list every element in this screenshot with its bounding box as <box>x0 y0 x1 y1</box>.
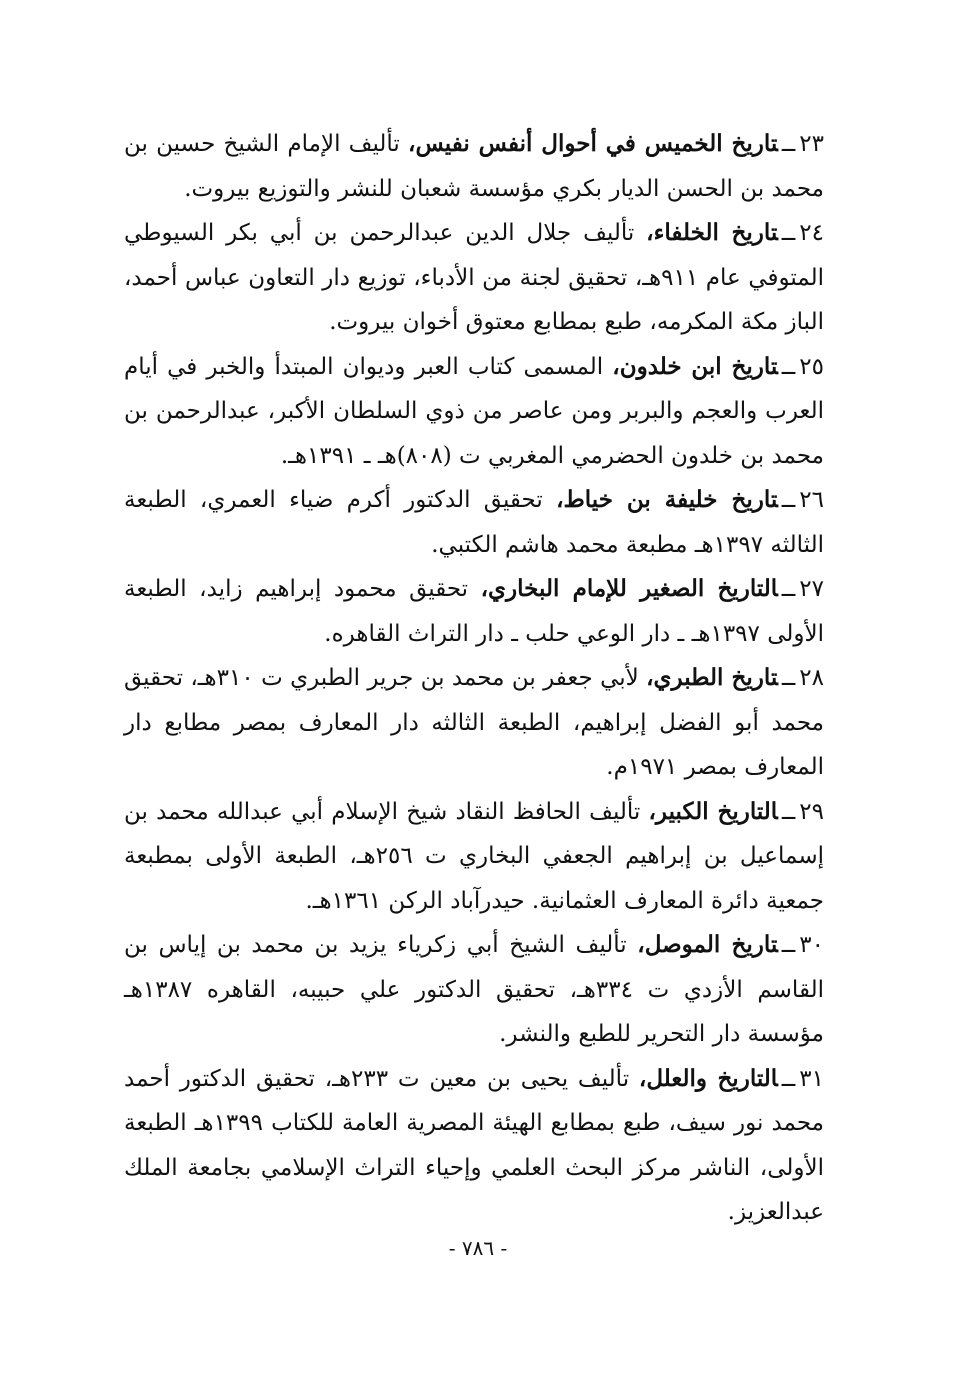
entry-body: تأليف الإمام الشيخ حسين بن محمد بن الحسن الديار بكري مؤسسة شعبان للنشر والتوزيع بيروت. <box>124 131 824 202</box>
entry-number: ٢٣ <box>799 131 825 157</box>
entry-title: تاريخ الموصل، <box>637 931 778 958</box>
entry-body: تحقيق محمود إبراهيم زايد، الطبعة الأولى ١٣٩٧هـ ـ دار الوعي حلب ـ دار التراث القاهره. <box>124 576 824 647</box>
bibliography-list <box>124 122 824 1235</box>
entry-body: تحقيق الدكتور أكرم ضياء العمري، الطبعة الثالثه ١٣٩٧هـ مطبعة محمد هاشم الكتبي. <box>124 487 824 558</box>
entry-dash: ــ <box>781 665 796 691</box>
entry-body: تأليف يحيى بن معين ت ٢٣٣هـ، تحقيق الدكتور أحمد محمد نور سيف، طبع بمطابع الهيئة المصرية العامة للكتاب ١٣٩٩هـ الطبعة الأولى، الناشر مركز البحث العلمي وإحياء التراث الإسلامي بجامعة الملك عبدالعزيز. <box>124 1065 825 1225</box>
entry-dash: ــ <box>781 220 796 246</box>
entry-title: تاريخ ابن خلدون، <box>612 352 778 380</box>
entry-body: تأليف الشيخ أبي زكرياء يزيد بن محمد بن إياس بن القاسم الأزدي ت ٣٣٤هـ، تحقيق الدكتور علي حبيبه، القاهره ١٣٨٧هـ مؤسسة دار التحرير للطبع والنشر. <box>124 932 824 1047</box>
entry-number: ٢٩ <box>799 798 825 825</box>
bibliography-entry <box>124 122 824 211</box>
entry-dash: ــ <box>781 798 796 825</box>
entry-dash: ــ <box>781 932 796 958</box>
entry-dash: ــ <box>781 1065 796 1092</box>
entry-title: تاريخ الطبري، <box>646 664 778 691</box>
entry-number: ٣١ <box>799 1065 824 1092</box>
bibliography-entry <box>124 345 824 479</box>
bibliography-entry <box>124 478 824 567</box>
entry-body: تأليف الحافظ النقاد شيخ الإسلام أبي عبدالله محمد بن إسماعيل بن إبراهيم الجعفي البخاري ت ٢٥٦هـ، الطبعة الأولى بمطبعة جمعية دائرة المعارف العثمانية. حيدرآباد الركن ١٣٦١هـ. <box>124 798 824 914</box>
entry-number: ٢٧ <box>799 576 824 602</box>
entry-body: المسمى كتاب العبر وديوان المبتدأ والخبر في أيام العرب والعجم والبربر ومن عاصر من ذوي السلطان الأكبر، عبدالرحمن بن محمد بن خلدون الحضرمي المغربي ت (٨٠٨)هـ ـ ١٣٩١هـ. <box>124 353 824 469</box>
bibliography-entry <box>124 656 824 790</box>
entry-body: لأبي جعفر بن محمد بن جرير الطبري ت ٣١٠هـ، تحقيق محمد أبو الفضل إبراهيم، الطبعة الثالثه دار المعارف بمصر مطابع دار المعارف بمصر ١٩٧١م. <box>124 665 824 780</box>
entry-dash: ــ <box>781 353 796 380</box>
entry-number: ٢٨ <box>799 665 825 691</box>
entry-body: تأليف جلال الدين عبدالرحمن بن أبي بكر السيوطي المتوفي عام ٩١١هـ، تحقيق لجنة من الأدباء، توزيع دار التعاون عباس أحمد، الباز مكة المكرمه، طبع بمطابع معتوق أخوان بيروت. <box>124 220 824 335</box>
entry-title: تاريخ الخميس في أحوال أنفس نفيس، <box>408 130 778 157</box>
bibliography-entry <box>124 567 824 656</box>
entry-title: التاريخ الصغير للإمام البخاري، <box>480 575 778 602</box>
entry-number: ٢٦ <box>799 487 824 513</box>
entry-title: تاريخ خليفة بن خياط، <box>556 486 778 513</box>
bibliography-entry <box>124 1057 824 1235</box>
bibliography-entry <box>124 923 824 1057</box>
entry-title: التاريخ الكبير، <box>648 797 778 825</box>
bibliography-entry <box>124 790 824 924</box>
entry-dash: ــ <box>781 131 796 157</box>
entry-title: التاريخ والعلل، <box>638 1064 778 1092</box>
entry-dash: ــ <box>781 576 796 602</box>
entry-number: ٢٥ <box>799 353 824 380</box>
entry-title: تاريخ الخلفاء، <box>646 219 778 246</box>
entry-number: ٣٠ <box>799 932 824 958</box>
entry-number: ٢٤ <box>799 220 824 246</box>
bibliography-entry <box>124 211 824 345</box>
page-number: - ٧٨٦ - <box>448 1236 508 1260</box>
entry-dash: ــ <box>781 487 796 513</box>
